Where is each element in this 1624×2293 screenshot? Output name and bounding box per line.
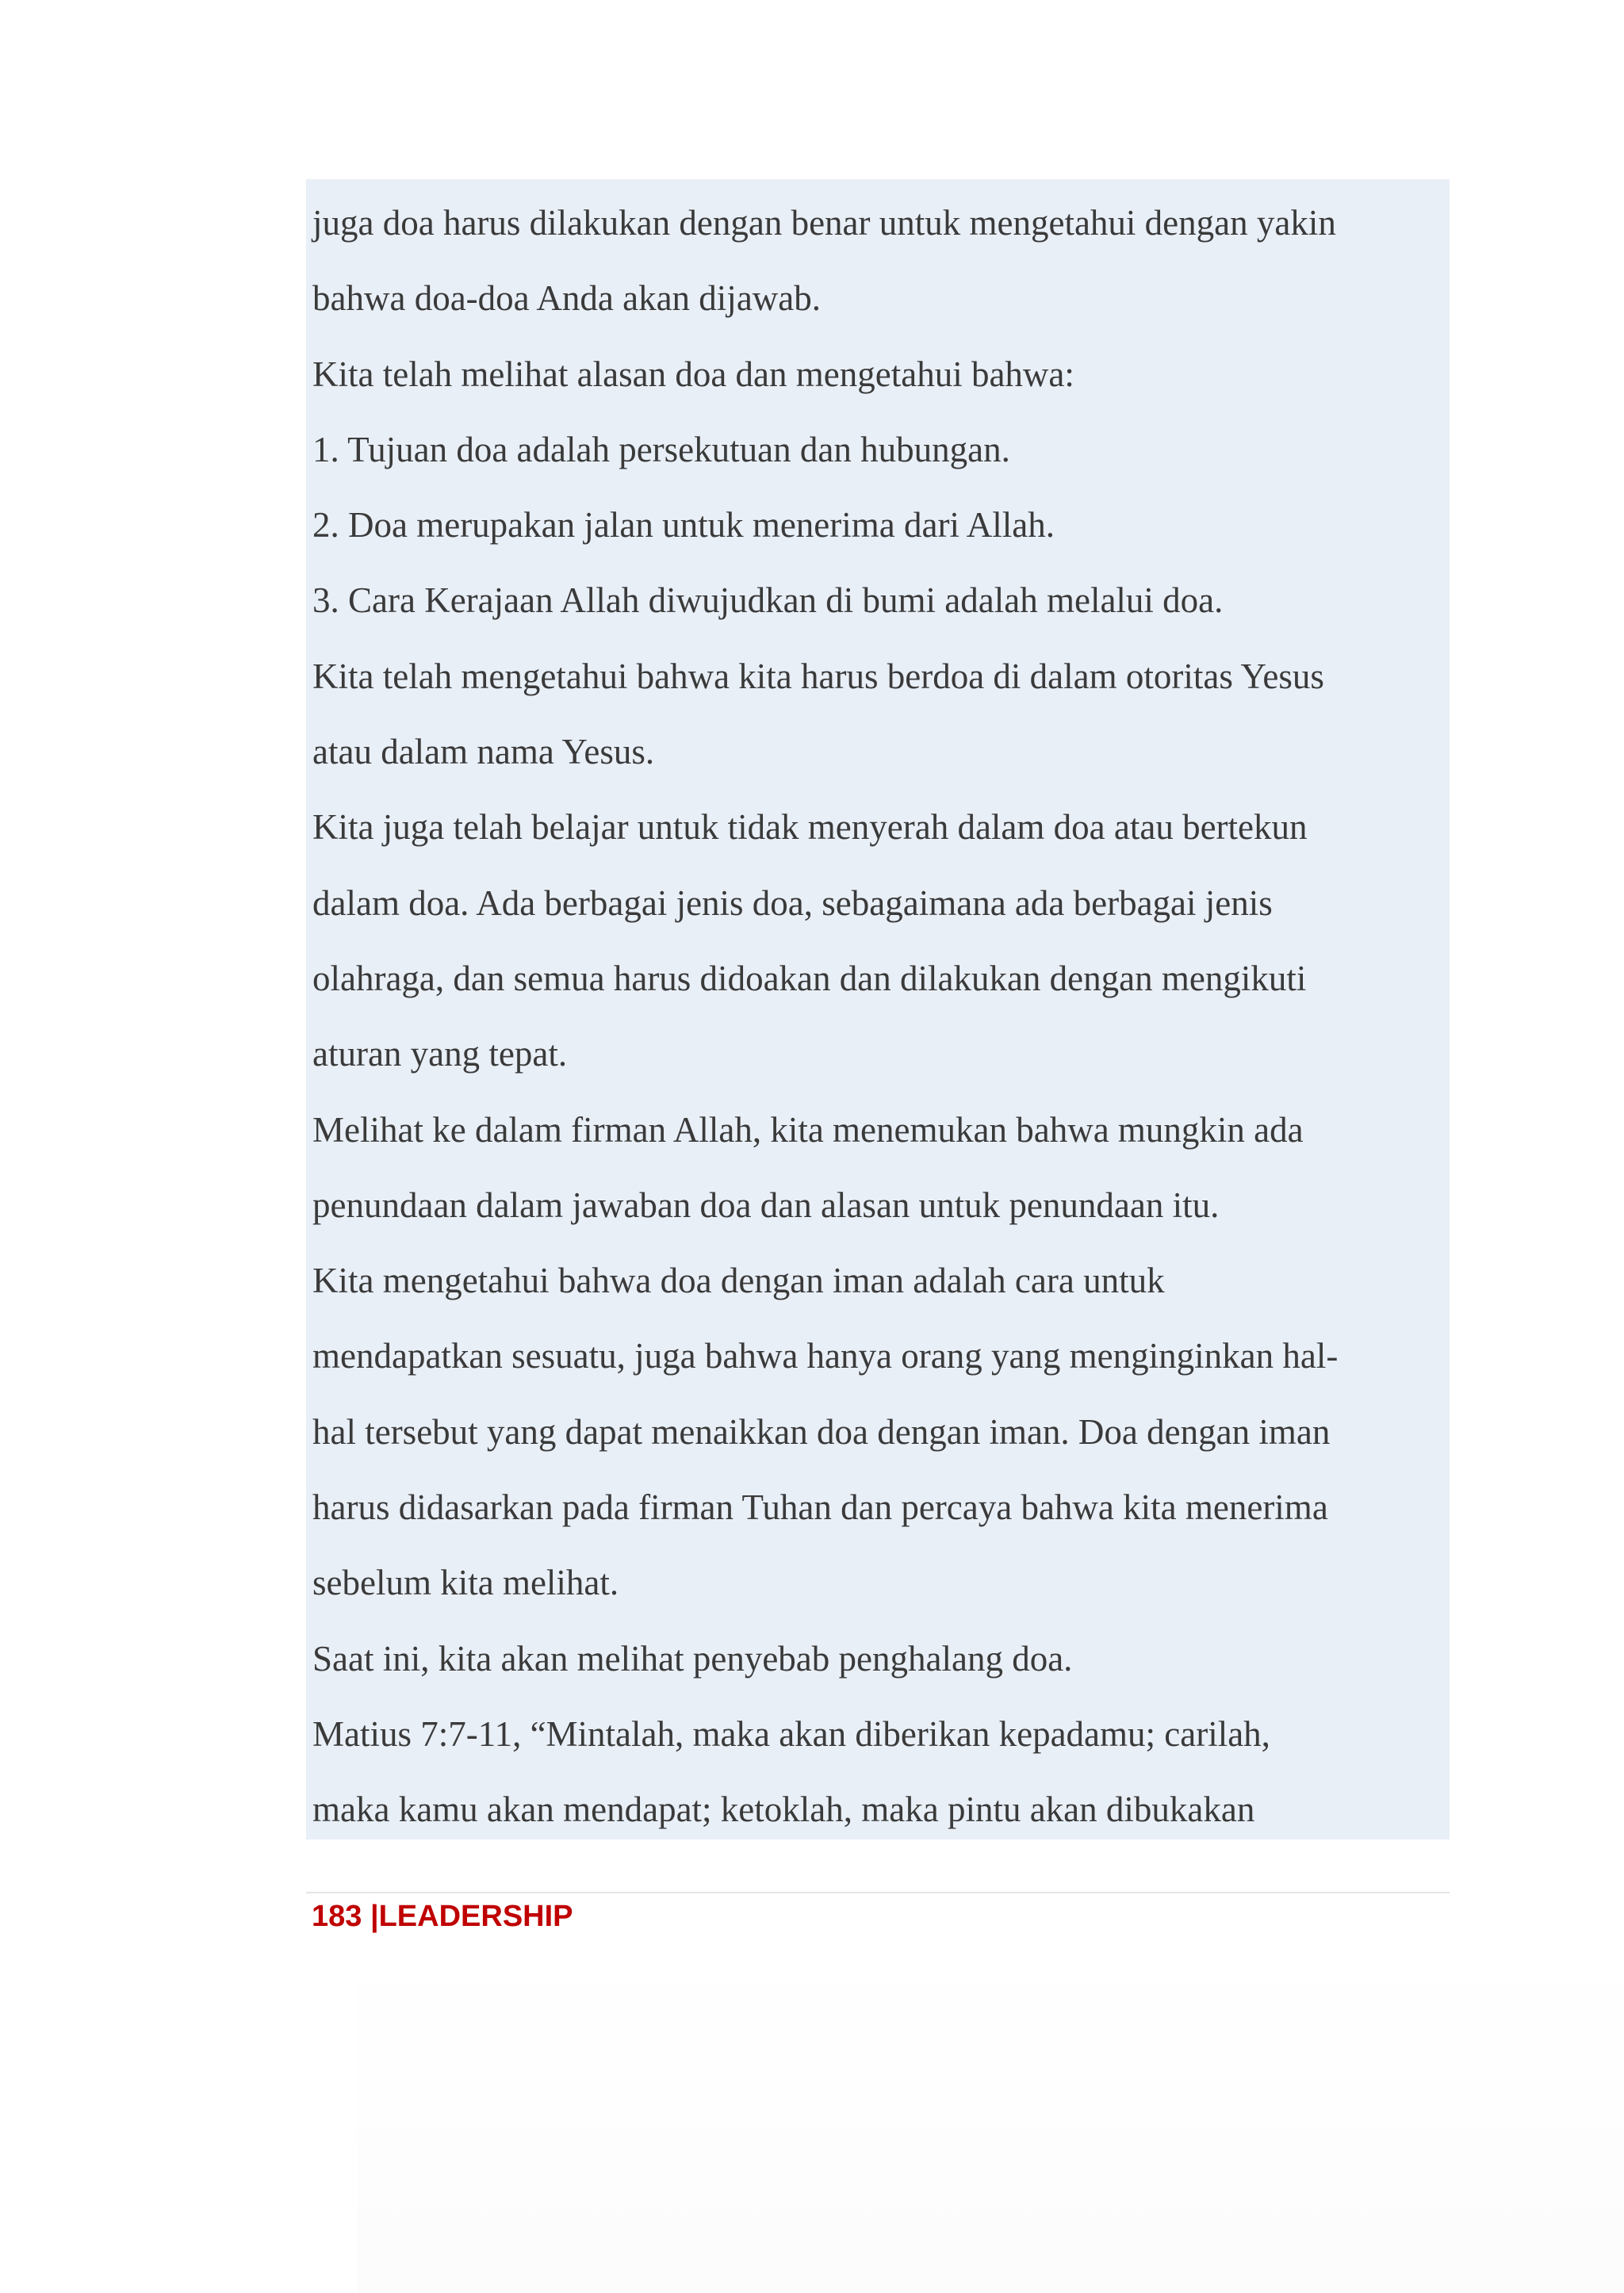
body-text-block bbox=[306, 179, 1450, 1839]
body-line: Matius 7:7-11, “Mintalah, maka akan diberikan kepadamu; carilah, bbox=[312, 1713, 1270, 1754]
body-line: sebelum kita melihat. bbox=[312, 1563, 619, 1603]
body-line: Saat ini, kita akan melihat penyebab penghalang doa. bbox=[312, 1638, 1073, 1679]
body-line: Kita mengetahui bahwa doa dengan iman adalah cara untuk bbox=[312, 1261, 1165, 1301]
page-footer: 183 |LEADERSHIP bbox=[312, 1900, 573, 1933]
body-line: olahraga, dan semua harus didoakan dan dilakukan dengan mengikuti bbox=[312, 958, 1307, 998]
body-line: dalam doa. Ada berbagai jenis doa, sebagaimana ada berbagai jenis bbox=[312, 882, 1273, 923]
body-line: harus didasarkan pada firman Tuhan dan percaya bahwa kita menerima bbox=[312, 1487, 1328, 1528]
body-line: hal tersebut yang dapat menaikkan doa dengan iman. Doa dengan iman bbox=[312, 1411, 1331, 1452]
body-line: juga doa harus dilakukan dengan benar untuk mengetahui dengan yakin bbox=[312, 203, 1336, 243]
body-line: bahwa doa-doa Anda akan dijawab. bbox=[312, 278, 822, 319]
body-line: 2. Doa merupakan jalan untuk menerima dari Allah. bbox=[312, 505, 1055, 545]
footer-divider bbox=[306, 1892, 1450, 1893]
page-shade bbox=[357, 1935, 1624, 2293]
body-line: mendapatkan sesuatu, juga bahwa hanya orang yang menginginkan hal- bbox=[312, 1336, 1339, 1376]
body-line: Kita telah mengetahui bahwa kita harus berdoa di dalam otoritas Yesus bbox=[312, 656, 1324, 696]
body-line: Kita juga telah belajar untuk tidak menyerah dalam doa atau bertekun bbox=[312, 807, 1308, 848]
body-line: Melihat ke dalam firman Allah, kita menemukan bahwa mungkin ada bbox=[312, 1109, 1304, 1150]
body-line: atau dalam nama Yesus. bbox=[312, 732, 655, 772]
body-line: 1. Tujuan doa adalah persekutuan dan hubungan. bbox=[312, 429, 1010, 469]
body-line: 3. Cara Kerajaan Allah diwujudkan di bumi adalah melalui doa. bbox=[312, 580, 1224, 621]
body-lines bbox=[312, 179, 1450, 1848]
body-line: penundaan dalam jawaban doa dan alasan untuk penundaan itu. bbox=[312, 1185, 1220, 1225]
body-line: Kita telah melihat alasan doa dan mengetahui bahwa: bbox=[312, 354, 1074, 394]
body-line: aturan yang tepat. bbox=[312, 1034, 568, 1074]
body-line: maka kamu akan mendapat; ketoklah, maka pintu akan dibukakan bbox=[312, 1790, 1255, 1830]
